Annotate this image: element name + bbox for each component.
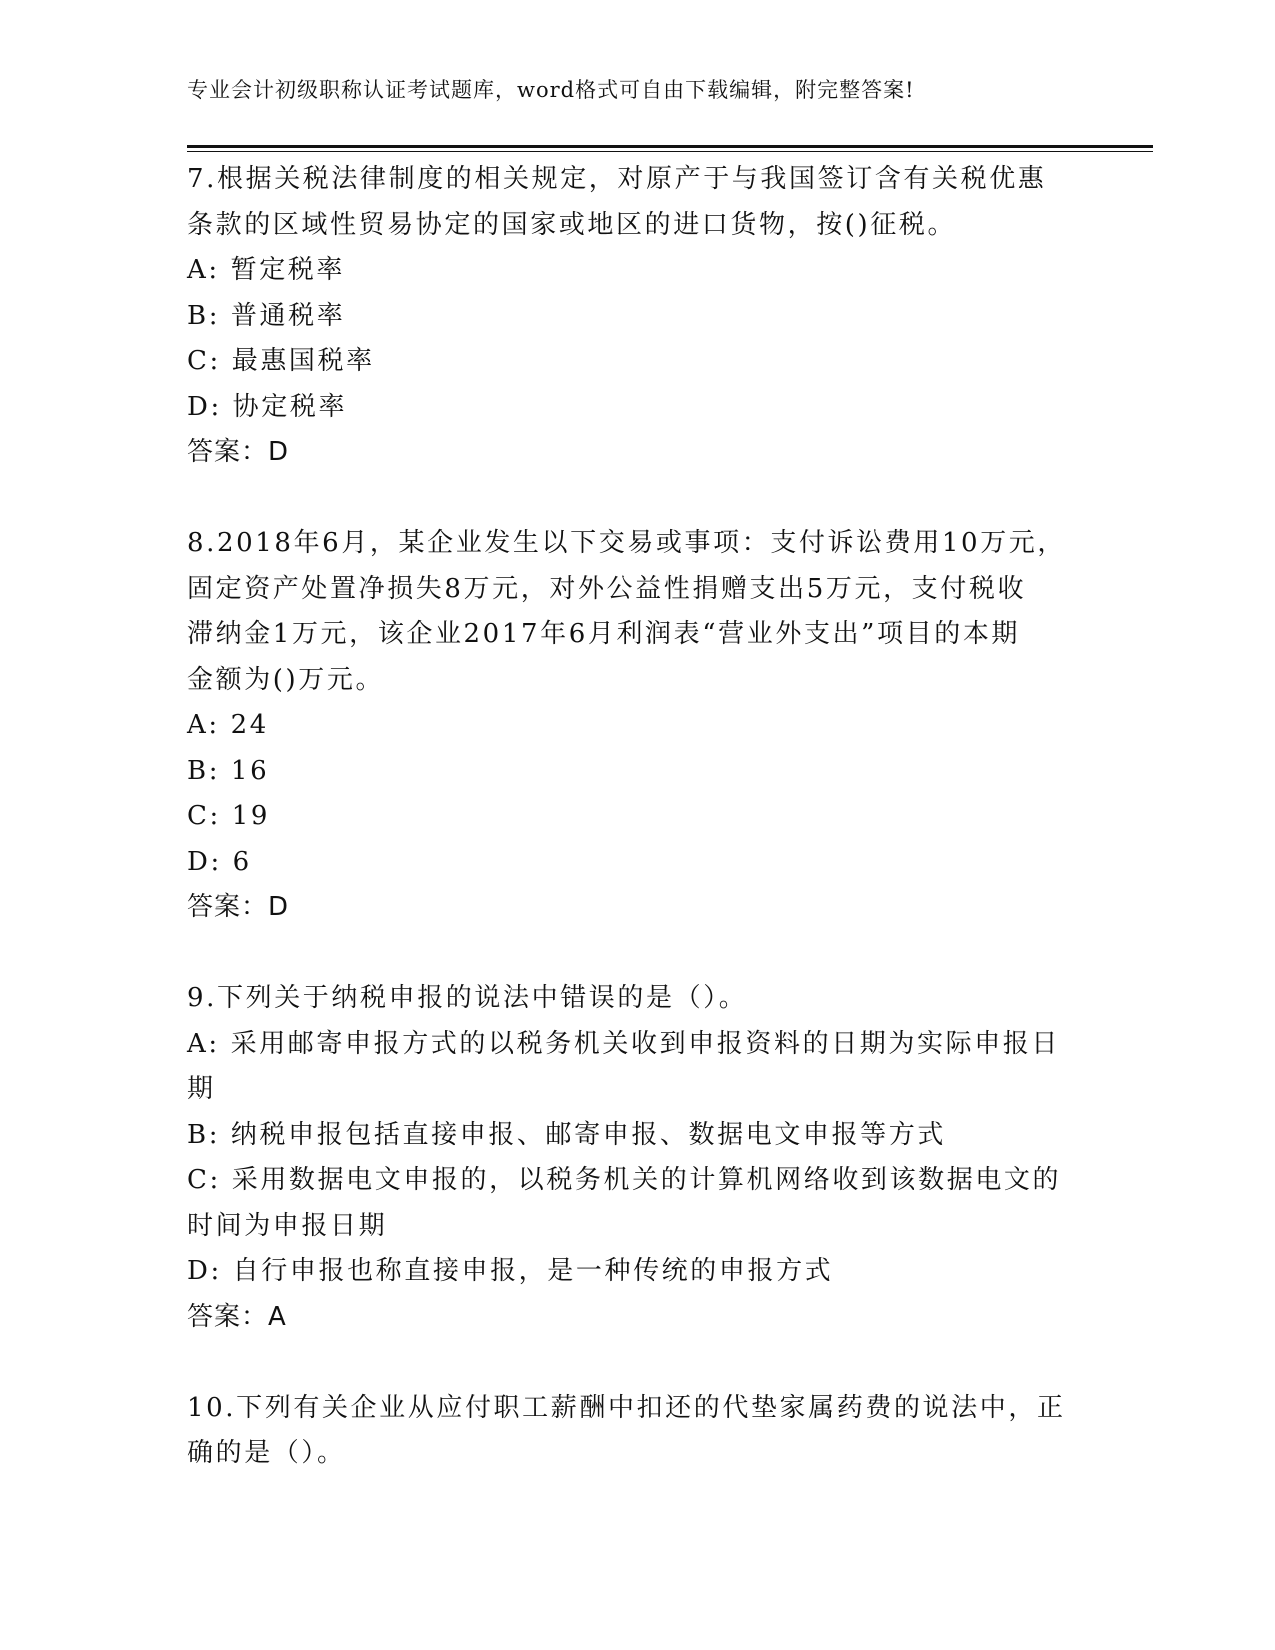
option-b: B: 普通税率 [187,300,346,331]
option-c: C: 采用数据电文申报的，以税务机关的计算机网络收到该数据电文的 [187,1165,1062,1195]
option-d: D: 6 [187,846,252,877]
page-header: 专业会计初级职称认证考试题库，word格式可自由下载编辑，附完整答案! [187,78,915,102]
option-a-continued: 期 [187,1074,216,1104]
header-rule-thin [187,151,1153,152]
spacer [187,1340,1067,1386]
option-a: A: 24 [187,710,269,740]
answer-line: 答案：A [187,1301,287,1332]
question-text: 确的是（）。 [187,1438,346,1468]
question-text: 7.根据关税法律制度的相关规定，对原产于与我国签订含有关税优惠 [187,164,1047,194]
option-a: A: 暂定税率 [187,255,346,285]
question-10 [187,1386,1067,1477]
question-9 [187,976,1067,1340]
question-8 [187,521,1067,931]
option-c: C: 最惠国税率 [187,346,375,376]
option-c: C: 19 [187,801,271,831]
spacer [187,476,1067,522]
question-text: 滞纳金1万元，该企业2017年6月利润表“营业外支出”项目的本期 [187,619,1021,649]
option-d: D: 自行申报也称直接申报，是一种传统的申报方式 [187,1256,834,1286]
question-text: 8.2018年6月，某企业发生以下交易或事项：支付诉讼费用10万元， [187,528,1067,558]
option-a: A: 采用邮寄申报方式的以税务机关收到申报资料的日期为实际申报日 [187,1028,1061,1059]
question-list [187,157,1067,1477]
question-7 [187,157,1067,476]
answer-line: 答案：D [187,892,290,922]
question-text: 9.下列关于纳税申报的说法中错误的是（）。 [187,983,748,1013]
option-b: B: 16 [187,755,270,786]
option-b: B: 纳税申报包括直接申报、邮寄申报、数据电文申报等方式 [187,1119,946,1150]
question-text: 条款的区域性贸易协定的国家或地区的进口货物，按()征税。 [187,209,957,240]
answer-line: 答案：D [187,437,290,467]
question-text: 10.下列有关企业从应付职工薪酬中扣还的代垫家属药费的说法中，正 [187,1392,1066,1423]
option-c-continued: 时间为申报日期 [187,1210,388,1241]
option-d: D: 协定税率 [187,391,348,422]
question-text: 固定资产处置净损失8万元，对外公益性捐赠支出5万元，支付税收 [187,573,1027,604]
header-rule-thick [187,145,1153,148]
question-text: 金额为()万元。 [187,664,385,695]
spacer [187,931,1067,977]
